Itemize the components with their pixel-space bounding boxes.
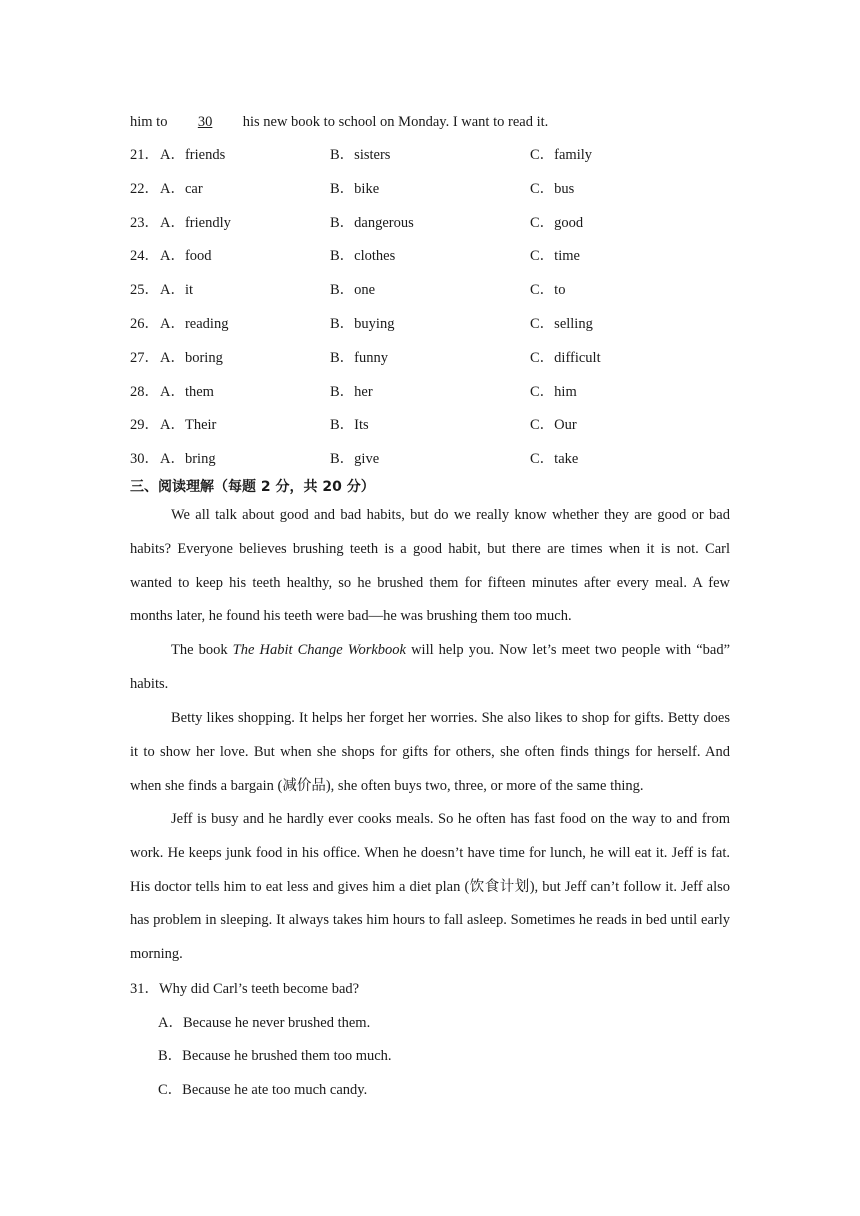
question-number: 22． xyxy=(130,181,159,197)
paragraph-text: The book xyxy=(171,642,228,658)
question-number: 23． xyxy=(130,215,159,231)
option-b: B．give xyxy=(330,451,380,467)
option-a: A．it xyxy=(160,282,194,298)
question-number: 24． xyxy=(130,248,159,264)
question-number: 26． xyxy=(130,316,159,332)
passage-paragraph-3 xyxy=(130,702,730,803)
option-b: B．one xyxy=(330,282,376,298)
paragraph-text: Betty likes shopping. It helps her forget her worries. She also likes to shop for gifts. Betty does it to show her love. But when she shops for gifts for others, she often finds things for herself. And when she finds a bargain (减价品), she often buys two, three, or more of the same thing. xyxy=(130,710,730,794)
paragraph-text: Jeff is busy and he hardly ever cooks meals. So he often has fast food on the way to and from work. He keeps junk food in his office. When he doesn’t have time for lunch, he will eat it. Jeff is fat. His doctor tells him to eat less and gives him a diet plan (饮食计划), but Jeff can’t follow it. Jeff also has problem in sleeping. It always takes him hours to fall asleep. Sometimes he reads in bed until early morning. xyxy=(130,811,730,963)
option-b: B．buying xyxy=(330,316,395,332)
option-a: A．friendly xyxy=(160,215,231,231)
question-31-option-b: B．Because he brushed them too much. xyxy=(158,1048,392,1064)
option-c: C．time xyxy=(530,248,580,264)
option-row-24 xyxy=(130,246,730,266)
option-c: C．family xyxy=(530,147,593,163)
option-row-27 xyxy=(130,348,730,368)
option-a: A．reading xyxy=(160,316,229,332)
cloze-blank-30: 30 xyxy=(197,114,213,130)
option-a: A．friends xyxy=(160,147,226,163)
option-row-30 xyxy=(130,449,730,469)
question-31-option-a: A．Because he never brushed them. xyxy=(158,1015,371,1031)
question-31-option-c: C．Because he ate too much candy. xyxy=(158,1082,368,1098)
option-c: C．Our xyxy=(530,417,577,433)
option-a: A．Their xyxy=(160,417,217,433)
paragraph-text: We all talk about good and bad habits, but do we really know whether they are good or bad habits? Everyone believes brushing teeth is a good habit, but there are times when it is not. Carl wanted to keep his teeth healthy, so he brushed them for fifteen minutes after every meal. A few months later, he found his teeth were bad—he was brushing them too much. xyxy=(130,507,730,625)
option-b: B．dangerous xyxy=(330,215,414,231)
book-title: The Habit Change Workbook xyxy=(232,642,406,658)
section-heading: 三、阅读理解（每题 2 分，共 20 分） xyxy=(130,479,375,495)
option-a: A．them xyxy=(160,384,214,400)
option-a: A．food xyxy=(160,248,212,264)
question-number: 27． xyxy=(130,350,159,366)
option-c: C．bus xyxy=(530,181,575,197)
cloze-text-before: him to xyxy=(130,114,168,130)
option-row-21 xyxy=(130,145,730,165)
option-a: A．car xyxy=(160,181,203,197)
option-b: B．Its xyxy=(330,417,369,433)
option-a: A．bring xyxy=(160,451,216,467)
option-row-23 xyxy=(130,213,730,233)
passage-paragraph-1 xyxy=(130,499,730,634)
option-b: B．sisters xyxy=(330,147,391,163)
passage-paragraph-4 xyxy=(130,803,730,972)
option-row-29 xyxy=(130,415,730,435)
question-number: 25． xyxy=(130,282,159,298)
option-c: C．him xyxy=(530,384,577,400)
option-c: C．difficult xyxy=(530,350,601,366)
option-row-28 xyxy=(130,382,730,402)
option-b: B．bike xyxy=(330,181,380,197)
option-c: C．take xyxy=(530,451,579,467)
option-row-26 xyxy=(130,314,730,334)
option-a: A．boring xyxy=(160,350,223,366)
option-c: C．to xyxy=(530,282,566,298)
question-31-stem: 31．Why did Carl’s teeth become bad? xyxy=(130,981,360,997)
question-number: 21． xyxy=(130,147,159,163)
question-number: 28． xyxy=(130,384,159,400)
option-row-25 xyxy=(130,280,730,300)
paragraph-text: will help you. Now let’s meet two people with “bad” habits. xyxy=(130,642,731,692)
option-b: B．funny xyxy=(330,350,388,366)
question-number: 29． xyxy=(130,417,159,433)
option-b: B．her xyxy=(330,384,373,400)
cloze-text-after: his new book to school on Monday. I want to read it. xyxy=(242,114,549,130)
passage-paragraph-2 xyxy=(130,634,730,702)
option-row-22 xyxy=(130,179,730,199)
option-c: C．good xyxy=(530,215,584,231)
question-number: 30． xyxy=(130,451,159,467)
cloze-last-line xyxy=(130,112,548,132)
option-c: C．selling xyxy=(530,316,593,332)
option-b: B．clothes xyxy=(330,248,396,264)
